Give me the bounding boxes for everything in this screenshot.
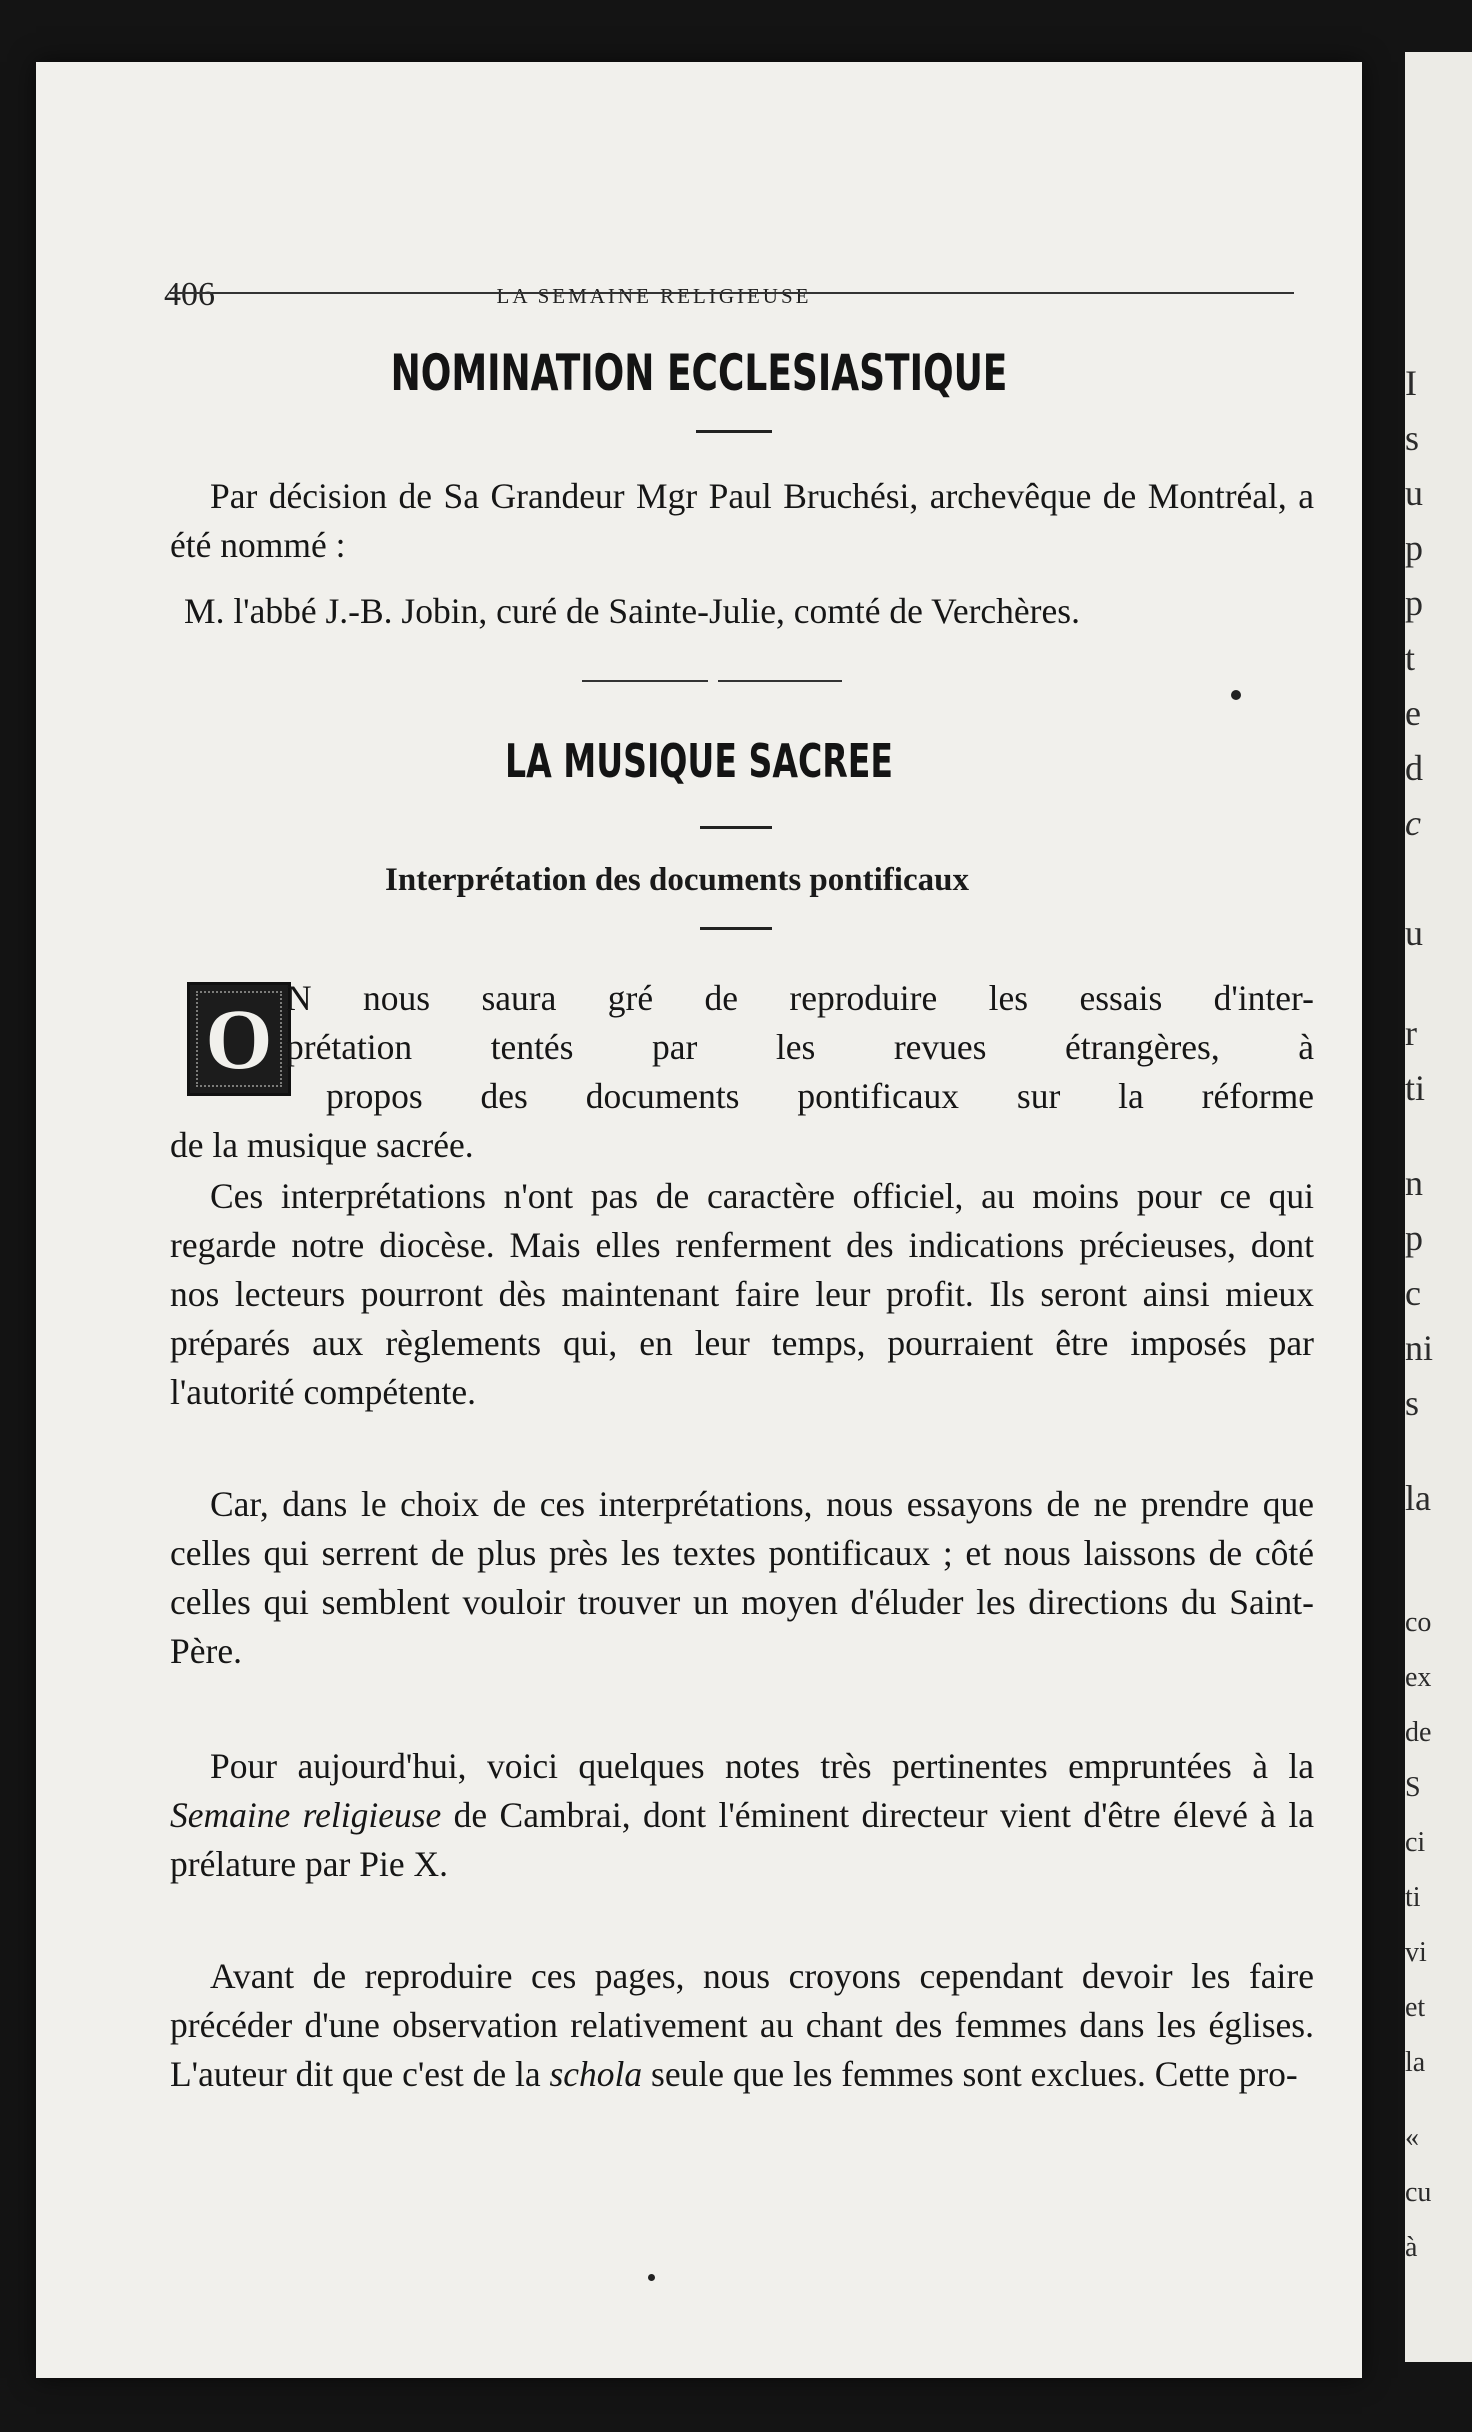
- adjacent-fragment: à: [1405, 2232, 1418, 2263]
- adjacent-fragment: s: [1405, 1383, 1420, 1423]
- adjacent-fragment: ni: [1405, 1328, 1434, 1368]
- adjacent-fragment: u: [1405, 913, 1423, 953]
- adjacent-fragment: «: [1405, 2122, 1419, 2153]
- adjacent-fragment: c: [1405, 1273, 1421, 1313]
- schola-term: schola: [549, 2054, 643, 2094]
- paragraph-4-text-a: Pour aujourd'hui, voici quelques notes très pertinentes empruntées à la: [210, 1746, 1314, 1786]
- title-rule: [696, 430, 772, 433]
- adjacent-fragment: ex: [1405, 1662, 1432, 1693]
- first-para-line-1: N nous saura gré de reproduire les essais d'inter-: [286, 978, 1314, 1018]
- adjacent-fragment: cu: [1405, 2177, 1432, 2208]
- adjacent-fragment: de: [1405, 1717, 1432, 1748]
- paragraph-2: Ces interprétations n'ont pas de caractère officiel, au moins pour ce qui regarde notre diocèse. Mais elles renferment des indications précieuses, dont nos lecteurs pourront dès maintenant faire leur profit. Ils seront ainsi mieux préparés aux règlements qui, en leur temps, pourraient être imposés par l'autorité compétente.: [170, 1176, 1314, 1412]
- adjacent-fragment: p: [1405, 528, 1423, 568]
- adjacent-fragment: d: [1405, 748, 1423, 788]
- book-page: [36, 62, 1362, 2378]
- adjacent-fragment: e: [1405, 693, 1421, 733]
- adjacent-fragment: ti: [1405, 1068, 1426, 1108]
- drop-cap-ornament: O: [187, 982, 291, 1096]
- paragraph-4: [170, 1742, 1314, 1889]
- adjacent-fragment: S: [1405, 1772, 1421, 1803]
- article-subtitle: Interprétation des documents pontificaux: [385, 862, 969, 898]
- adjacent-fragment: co: [1405, 1607, 1432, 1638]
- nomination-title: NOMINATION ECCLESIASTIQUE: [390, 344, 1008, 402]
- article-title-rule: [700, 826, 772, 829]
- nomination-intro: Par décision de Sa Grandeur Mgr Paul Bruchési, archevêque de Montréal, a été nommé :: [170, 476, 1314, 565]
- first-para-line-4: de la musique sacrée.: [170, 1125, 474, 1165]
- separator-rule-right: [718, 680, 842, 682]
- subtitle-rule: [700, 927, 772, 930]
- first-para-line-2: prétation tentés par les revues étrangères, à: [286, 1027, 1314, 1067]
- adjacent-fragment: la: [1405, 2047, 1426, 2078]
- separator-rule-left: [582, 680, 708, 682]
- adjacent-fragment: s: [1405, 418, 1420, 458]
- paragraph-5: [170, 1952, 1314, 2099]
- adjacent-fragment: u: [1405, 473, 1423, 513]
- page-number: 406: [164, 276, 215, 313]
- article-title: LA MUSIQUE SACREE: [504, 734, 894, 788]
- adjacent-fragment: I: [1405, 363, 1417, 403]
- running-header: [36, 210, 1362, 313]
- adjacent-fragment: p: [1405, 583, 1423, 623]
- paragraph-5-text-b: seule que les femmes sont exclues. Cette pro-: [642, 2054, 1298, 2094]
- nomination-appointee: M. l'abbé J.-B. Jobin, curé de Sainte-Julie, comté de Verchères.: [184, 591, 1080, 631]
- adjacent-fragment: et: [1405, 1992, 1426, 2023]
- adjacent-fragment: n: [1405, 1163, 1423, 1203]
- adjacent-fragment: t: [1405, 638, 1416, 678]
- adjacent-fragment: ci: [1405, 1827, 1426, 1858]
- adjacent-fragment: la: [1405, 1478, 1431, 1518]
- adjacent-fragment: p: [1405, 1218, 1423, 1258]
- paragraph-3: Car, dans le choix de ces interprétations, nous essayons de ne prendre que celles qui serrent de plus près les textes pontificaux ; et nous laissons de côté celles qui semblent vouloir trouver un moyen d'éluder les directions du Saint-Père.: [170, 1484, 1314, 1671]
- paragraph-5-text-a: Avant de reproduire ces pages, nous croyons cependant devoir les faire précéder d'une observation relativement au chant des femmes dans les églises. L'auteur dit que c'est de la: [170, 1956, 1314, 2094]
- adjacent-fragment: c: [1405, 803, 1421, 843]
- first-para-line-3: propos des documents pontificaux sur la réforme: [326, 1076, 1314, 1116]
- semaine-religieuse-title: Semaine religieuse: [170, 1795, 442, 1835]
- adjacent-fragment: r: [1405, 1013, 1417, 1053]
- speck: [1231, 690, 1241, 700]
- adjacent-fragment: ti: [1405, 1882, 1421, 1913]
- header-rule: [170, 292, 1294, 294]
- adjacent-fragment: vi: [1405, 1937, 1427, 1968]
- paragraph-4-text-b: de Cambrai, dont l'éminent directeur vient d'être élevé à la prélature par Pie X.: [170, 1795, 1315, 1884]
- adjacent-page-edge: [1405, 52, 1472, 2362]
- speck: [648, 2274, 655, 2281]
- running-title: LA SEMAINE RELIGIEUSE: [496, 284, 812, 308]
